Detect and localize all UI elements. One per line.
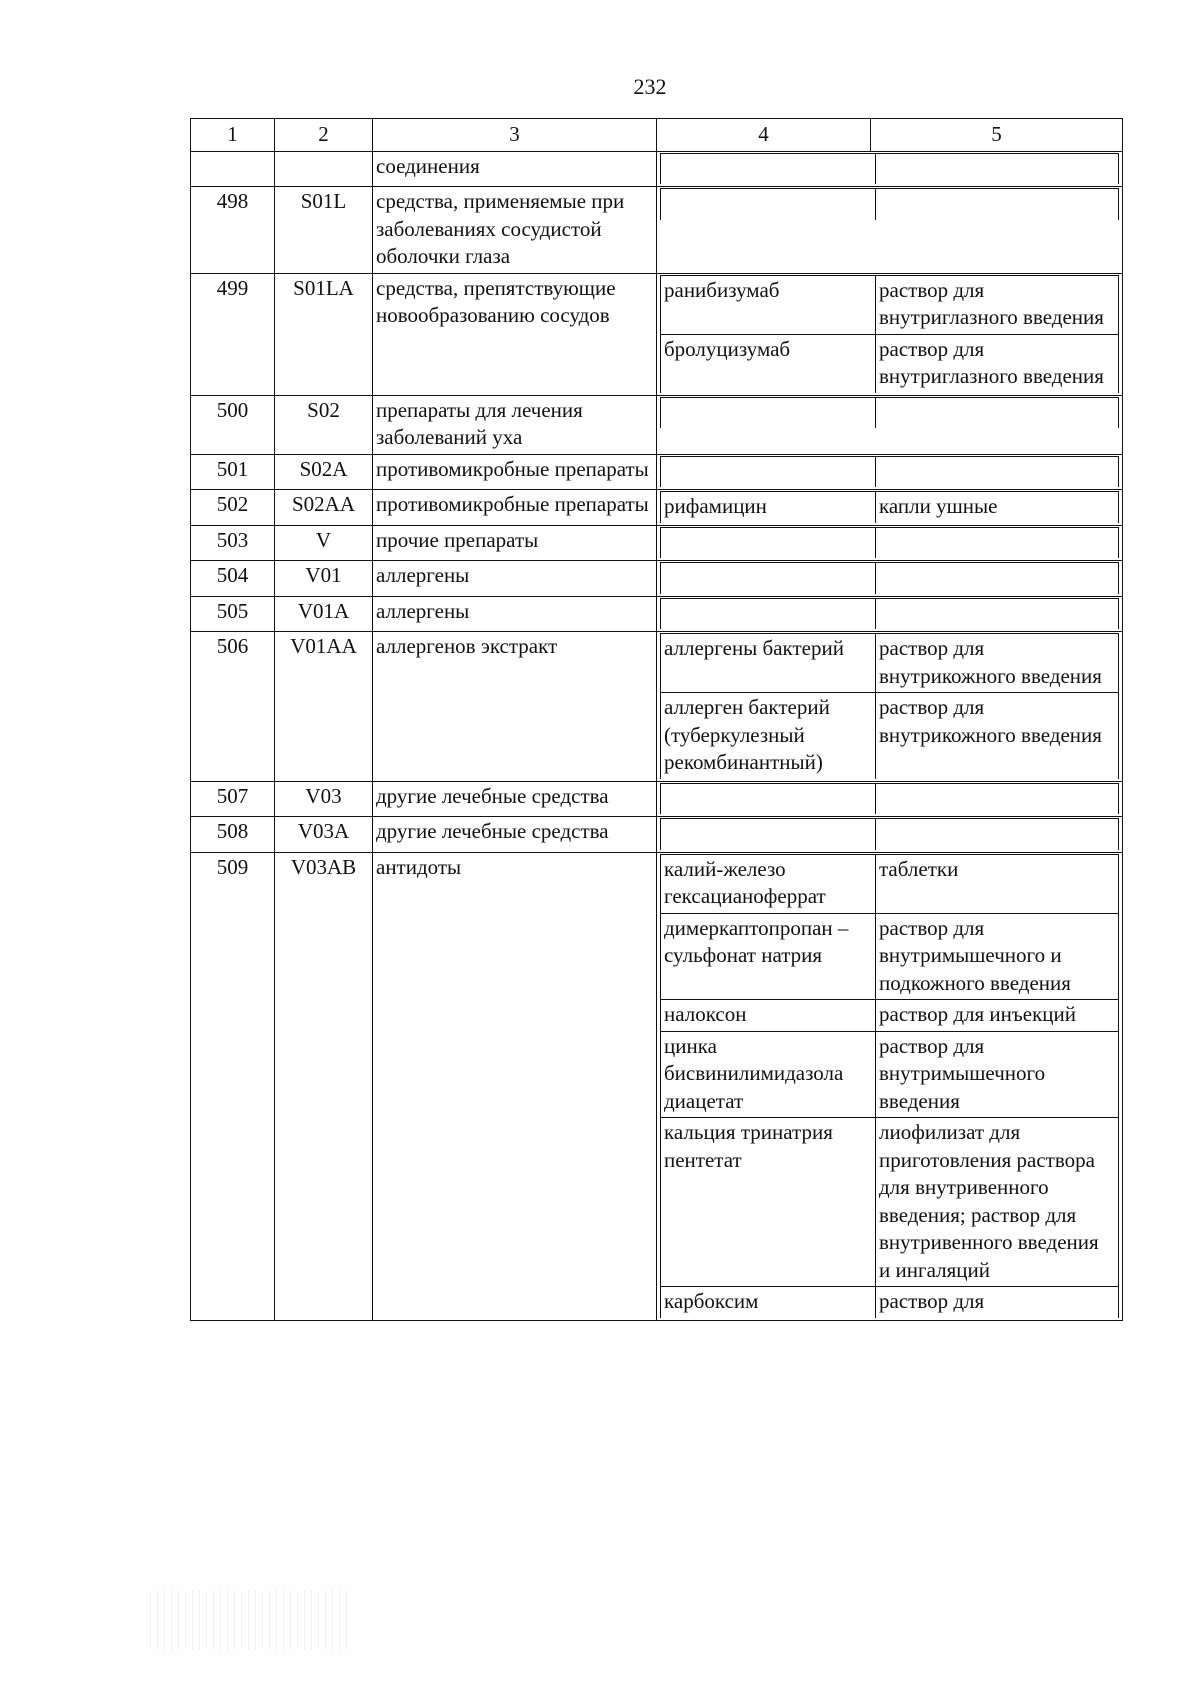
- column-header: 1: [191, 119, 275, 152]
- drug-entry: [661, 1118, 1119, 1287]
- drug-name: [661, 563, 876, 594]
- table-row: [191, 596, 1123, 632]
- drug-entries: [657, 395, 1123, 454]
- row-number: 506: [191, 632, 275, 782]
- drug-name: [661, 153, 876, 184]
- table-row: [191, 561, 1123, 597]
- drug-entries: [657, 817, 1123, 853]
- group-name: аллергены: [373, 561, 657, 597]
- dosage-form: капли ушные: [876, 492, 1119, 523]
- drug-entry: [661, 693, 1119, 779]
- row-number: 503: [191, 525, 275, 561]
- drug-name: димеркаптопропан – сульфонат натрия: [661, 913, 876, 1000]
- drug-entry: [661, 598, 1119, 629]
- row-number: [191, 151, 275, 187]
- drug-name: [661, 397, 876, 428]
- row-number: 501: [191, 454, 275, 490]
- atc-code: S02: [275, 395, 373, 454]
- group-name: антидоты: [373, 852, 657, 1320]
- drug-name: налоксон: [661, 1000, 876, 1032]
- dosage-form: раствор для внутрикожного введения: [876, 693, 1119, 779]
- drug-entries: [657, 490, 1123, 526]
- dosage-form: [876, 783, 1119, 814]
- row-number: 500: [191, 395, 275, 454]
- atc-code: S02AA: [275, 490, 373, 526]
- drug-name: [661, 783, 876, 814]
- atc-code: V03: [275, 781, 373, 817]
- drug-entry: [661, 913, 1119, 1000]
- drug-entries: [657, 852, 1123, 1320]
- row-number: 509: [191, 852, 275, 1320]
- table-row: [191, 817, 1123, 853]
- group-name: средства, препятствующие новообразованию сосудов: [373, 273, 657, 395]
- drug-name: кальция тринатрия пентетат: [661, 1118, 876, 1287]
- drug-name: карбоксим: [661, 1287, 876, 1318]
- column-header: 3: [373, 119, 657, 152]
- page-number: 232: [633, 74, 667, 99]
- drug-name: [661, 456, 876, 487]
- drug-entry: [661, 456, 1119, 487]
- dosage-form: [876, 527, 1119, 558]
- column-header: 4: [657, 119, 871, 152]
- drug-entry: [661, 189, 1119, 220]
- atc-code: V01: [275, 561, 373, 597]
- table-row: [191, 490, 1123, 526]
- table-row: [191, 852, 1123, 1320]
- drug-entries: [657, 596, 1123, 632]
- row-number: 499: [191, 273, 275, 395]
- drug-name: [661, 598, 876, 629]
- group-name: средства, применяемые при заболеваниях сосудистой оболочки глаза: [373, 187, 657, 274]
- table-row: [191, 187, 1123, 274]
- dosage-form: лиофилизат для приготовления раствора для внутривенного введения; раствор для внутривенного введения и ингаляций: [876, 1118, 1119, 1287]
- dosage-form: раствор для внутримышечного и подкожного введения: [876, 913, 1119, 1000]
- drug-entries: [657, 561, 1123, 597]
- drug-entry: [661, 1000, 1119, 1032]
- group-name: другие лечебные средства: [373, 781, 657, 817]
- drug-entry: [661, 854, 1119, 913]
- dosage-form: раствор для инъекций: [876, 1000, 1119, 1032]
- drug-entry: [661, 634, 1119, 693]
- drug-name: бролуцизумаб: [661, 334, 876, 393]
- drug-entries: [657, 187, 1123, 274]
- dosage-form: [876, 397, 1119, 428]
- atc-code: S01L: [275, 187, 373, 274]
- group-name: противомикробные препараты: [373, 490, 657, 526]
- drug-entries: [657, 632, 1123, 782]
- column-header: 2: [275, 119, 373, 152]
- table-row: [191, 781, 1123, 817]
- group-name: аллергены: [373, 596, 657, 632]
- row-number: 505: [191, 596, 275, 632]
- group-name: аллергенов экстракт: [373, 632, 657, 782]
- dosage-form: раствор для внутримышечного введения: [876, 1031, 1119, 1118]
- drug-entries: [657, 781, 1123, 817]
- drug-list-table: [190, 118, 1123, 1321]
- atc-code: V03AB: [275, 852, 373, 1320]
- column-header: 5: [871, 119, 1123, 152]
- row-number: 498: [191, 187, 275, 274]
- table-row: [191, 273, 1123, 395]
- drug-name: ранибизумаб: [661, 275, 876, 334]
- drug-entries: [657, 273, 1123, 395]
- drug-entry: [661, 819, 1119, 850]
- row-number: 508: [191, 817, 275, 853]
- table-row: [191, 632, 1123, 782]
- drug-entry: [661, 334, 1119, 393]
- dosage-form: [876, 563, 1119, 594]
- atc-code: V: [275, 525, 373, 561]
- atc-code: [275, 151, 373, 187]
- dosage-form: раствор для внутрикожного введения: [876, 634, 1119, 693]
- table-row: [191, 395, 1123, 454]
- drug-entries: [657, 525, 1123, 561]
- drug-entry: [661, 492, 1119, 523]
- dosage-form: [876, 598, 1119, 629]
- atc-code: V01A: [275, 596, 373, 632]
- row-number: 502: [191, 490, 275, 526]
- scan-artifact: [150, 1590, 350, 1650]
- drug-entry: [661, 563, 1119, 594]
- group-name: прочие препараты: [373, 525, 657, 561]
- dosage-form: [876, 153, 1119, 184]
- drug-entry: [661, 783, 1119, 814]
- drug-name: калий-железо гексацианоферрат: [661, 854, 876, 913]
- drug-name: [661, 189, 876, 220]
- drug-name: рифамицин: [661, 492, 876, 523]
- table-row: [191, 454, 1123, 490]
- drug-name: аллерген бактерий (туберкулезный рекомбинантный): [661, 693, 876, 779]
- dosage-form: раствор для внутриглазного введения: [876, 275, 1119, 334]
- row-number: 504: [191, 561, 275, 597]
- drug-entry: [661, 1287, 1119, 1318]
- drug-entry: [661, 397, 1119, 428]
- group-name: соединения: [373, 151, 657, 187]
- drug-name: цинка бисвинилимидазола диацетат: [661, 1031, 876, 1118]
- dosage-form: [876, 189, 1119, 220]
- dosage-form: таблетки: [876, 854, 1119, 913]
- drug-entry: [661, 153, 1119, 184]
- table-row: [191, 151, 1123, 187]
- row-number: 507: [191, 781, 275, 817]
- group-name: другие лечебные средства: [373, 817, 657, 853]
- dosage-form: [876, 819, 1119, 850]
- atc-code: S02A: [275, 454, 373, 490]
- group-name: препараты для лечения заболеваний уха: [373, 395, 657, 454]
- dosage-form: раствор для внутриглазного введения: [876, 334, 1119, 393]
- atc-code: V01AA: [275, 632, 373, 782]
- atc-code: V03A: [275, 817, 373, 853]
- drug-name: [661, 819, 876, 850]
- atc-code: S01LA: [275, 273, 373, 395]
- dosage-form: [876, 456, 1119, 487]
- drug-name: [661, 527, 876, 558]
- drug-entries: [657, 151, 1123, 187]
- table-row: [191, 525, 1123, 561]
- drug-entry: [661, 275, 1119, 334]
- drug-entries: [657, 454, 1123, 490]
- group-name: противомикробные препараты: [373, 454, 657, 490]
- dosage-form: раствор для: [876, 1287, 1119, 1318]
- drug-entry: [661, 1031, 1119, 1118]
- table-header-row: [191, 119, 1123, 152]
- drug-entry: [661, 527, 1119, 558]
- drug-name: аллергены бактерий: [661, 634, 876, 693]
